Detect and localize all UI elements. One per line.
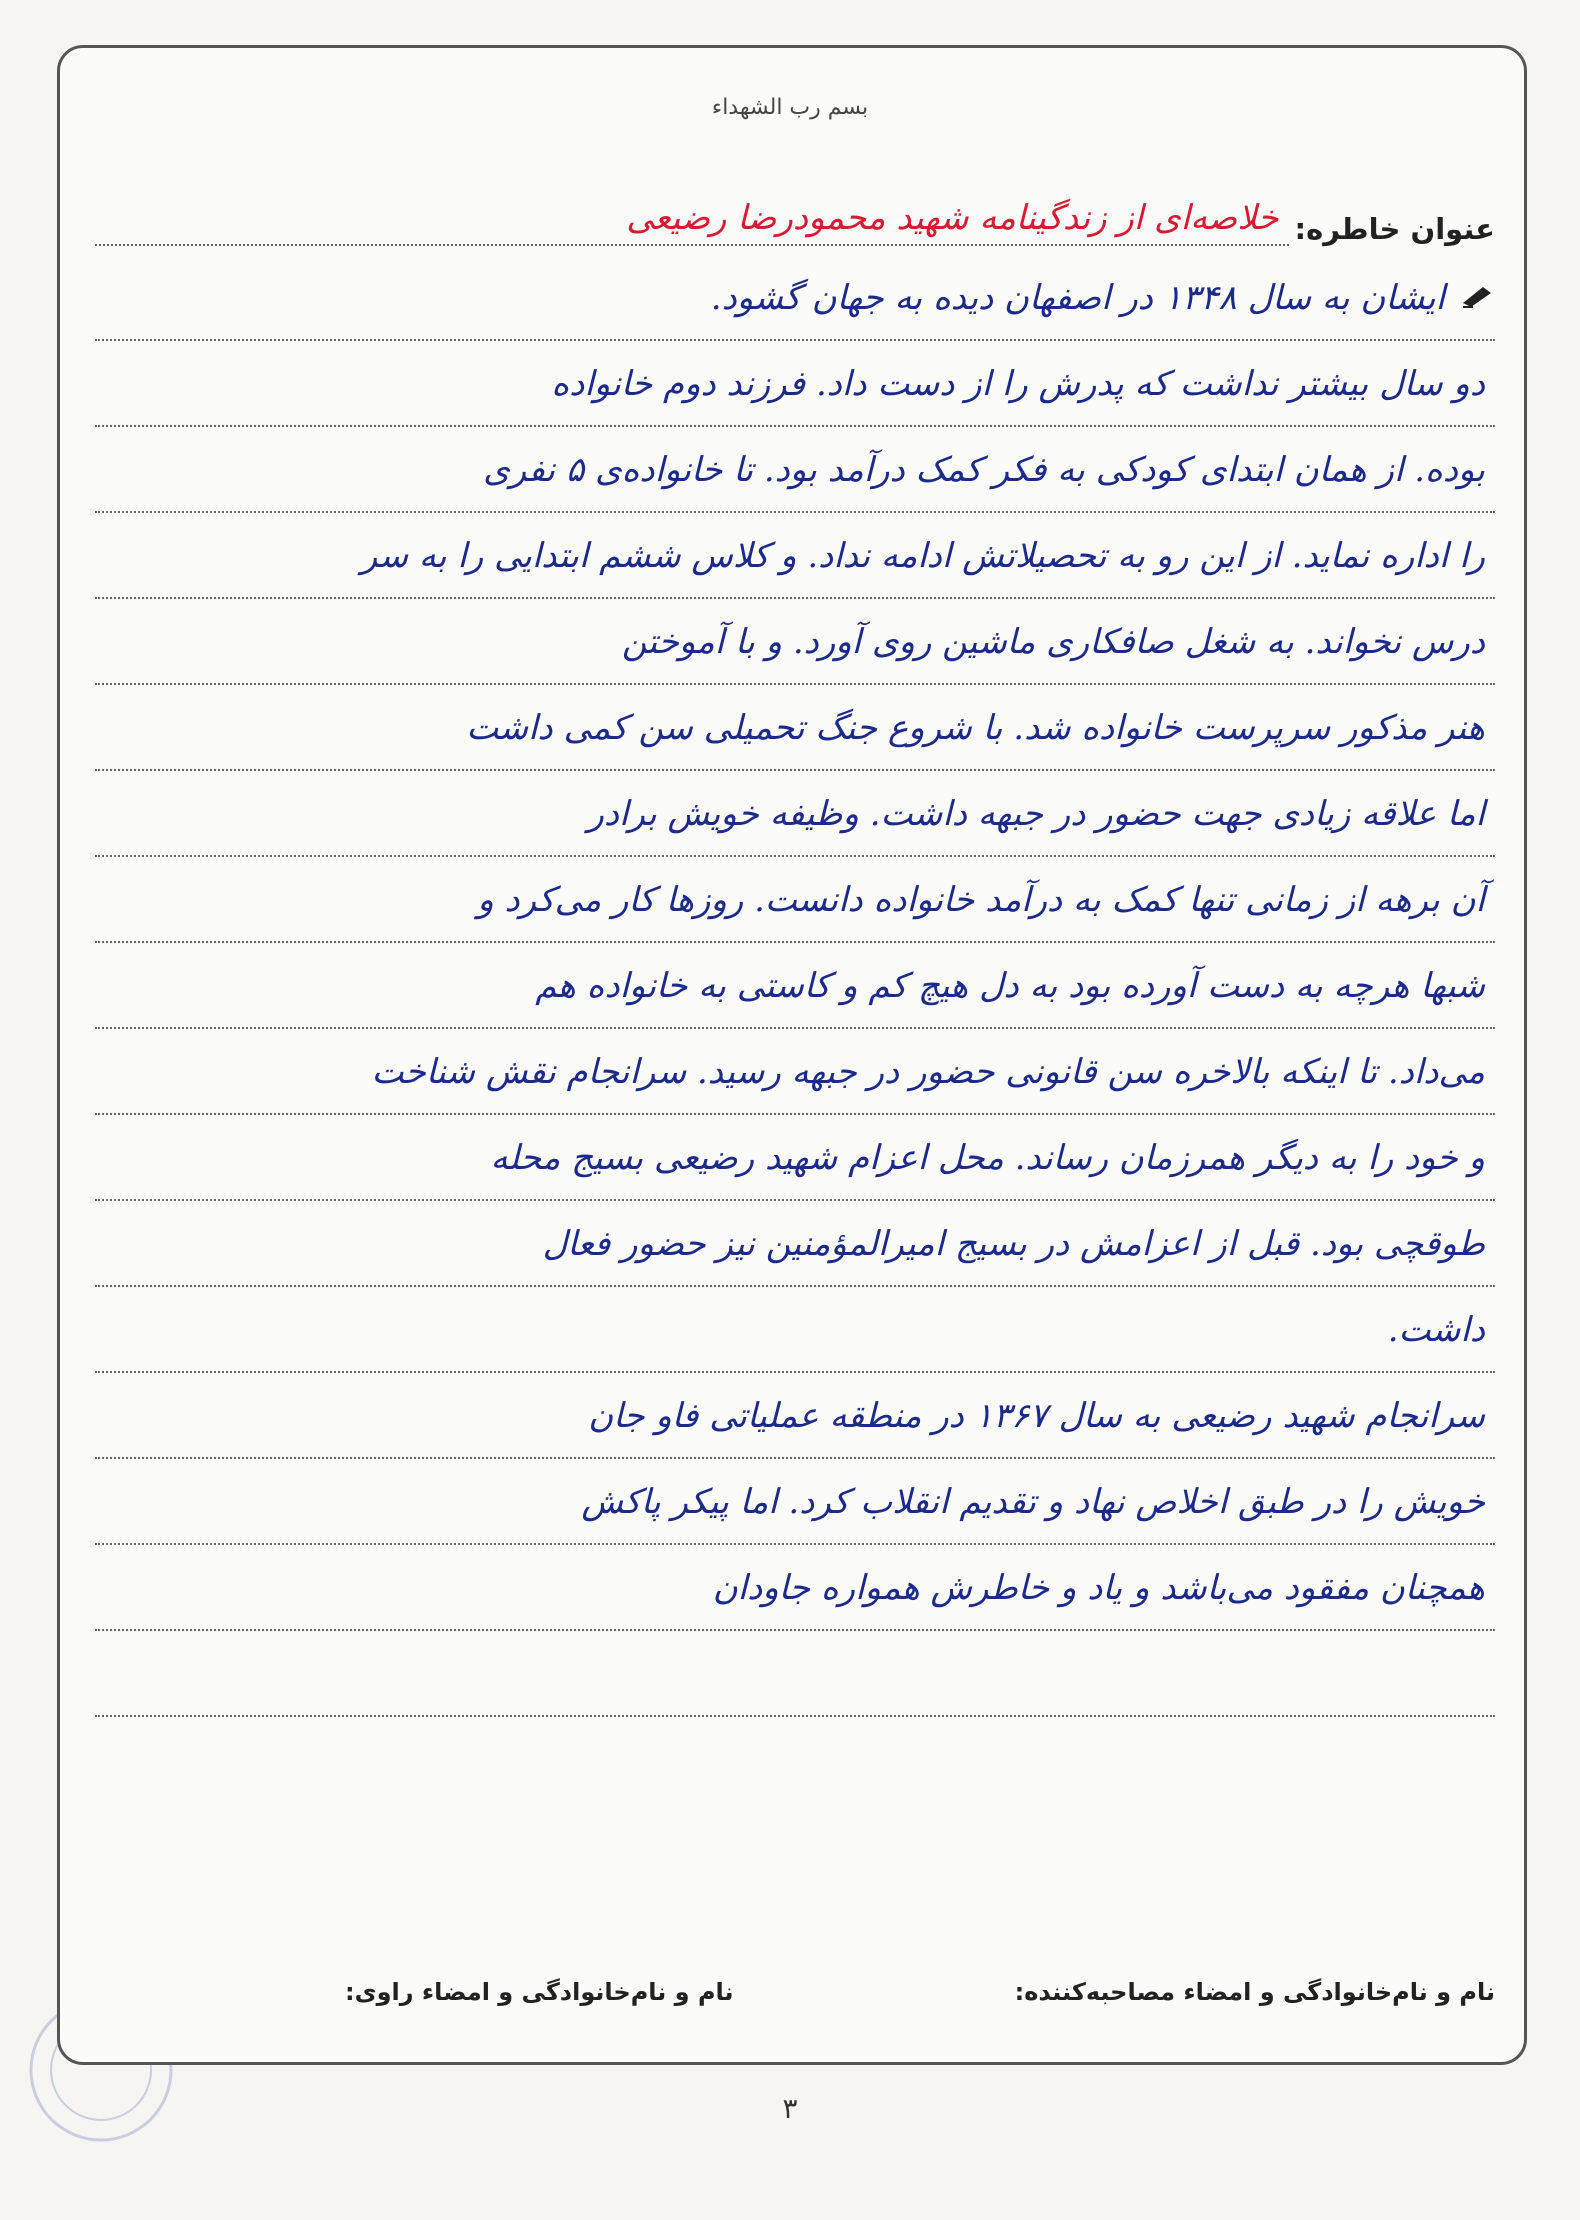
memoir-line: دو سال بیشتر نداشت که پدرش را از دست داد. فرزند دوم خانواده (95, 341, 1495, 427)
title-value: خلاصه‌ای از زندگینامه شهید محمودرضا رضیعی (95, 198, 1289, 246)
memoir-line-text: ایشان به سال ۱۳۴۸ در اصفهان دیده به جهان گشود. (710, 278, 1445, 318)
interviewer-signature-label: نام و نام‌خانوادگی و امضاء مصاحبه‌کننده: (1014, 1978, 1495, 2006)
memoir-line: اما علاقه زیادی جهت حضور در جبهه داشت. وظیفه خویش برادر (95, 771, 1495, 857)
memoir-line (95, 255, 1495, 341)
memoir-line: شبها هرچه به دست آورده بود به دل هیچ کم و کاستی به خانواده هم (95, 943, 1495, 1029)
memoir-line-blank (95, 1631, 1495, 1717)
memoir-line: بوده. از همان ابتدای کودکی به فکر کمک درآمد بود. تا خانواده‌ی ۵ نفری (95, 427, 1495, 513)
memoir-line: همچنان مفقود می‌باشد و یاد و خاطرش همواره جاودان (95, 1545, 1495, 1631)
page-number: ۳ (782, 2092, 798, 2125)
title-label: عنوان خاطره: (1294, 212, 1495, 246)
pen-icon (1461, 283, 1495, 309)
memoir-line: خویش را در طبق اخلاص نهاد و تقدیم انقلاب کرد. اما پیکر پاکش (95, 1459, 1495, 1545)
narrator-signature-label: نام و نام‌خانوادگی و امضاء راوی: (345, 1978, 734, 2006)
memoir-line: آن برهه از زمانی تنها کمک به درآمد خانواده دانست. روزها کار می‌کرد و (95, 857, 1495, 943)
memoir-lines (95, 255, 1495, 1717)
memoir-line: داشت. (95, 1287, 1495, 1373)
memoir-line: را اداره نماید. از این رو به تحصیلاتش ادامه نداد. و کلاس ششم ابتدایی را به سر (95, 513, 1495, 599)
memoir-line: می‌داد. تا اینکه بالاخره سن قانونی حضور در جبهه رسید. سرانجام نقش شناخت (95, 1029, 1495, 1115)
signature-row (95, 1978, 1495, 2018)
memoir-line: سرانجام شهید رضیعی به سال ۱۳۶۷ در منطقه عملیاتی فاو جان (95, 1373, 1495, 1459)
memoir-line: و خود را به دیگر همرزمان رساند. محل اعزام شهید رضیعی بسیج محله (95, 1115, 1495, 1201)
title-row (95, 198, 1495, 246)
memoir-line: درس نخواند. به شغل صافکاری ماشین روی آورد. و با آموختن (95, 599, 1495, 685)
memoir-line: طوقچی بود. قبل از اعزامش در بسیج امیرالمؤمنین نیز حضور فعال (95, 1201, 1495, 1287)
page-header: بسم رب الشهداء (711, 95, 869, 120)
memoir-line: هنر مذکور سرپرست خانواده شد. با شروع جنگ تحمیلی سن کمی داشت (95, 685, 1495, 771)
